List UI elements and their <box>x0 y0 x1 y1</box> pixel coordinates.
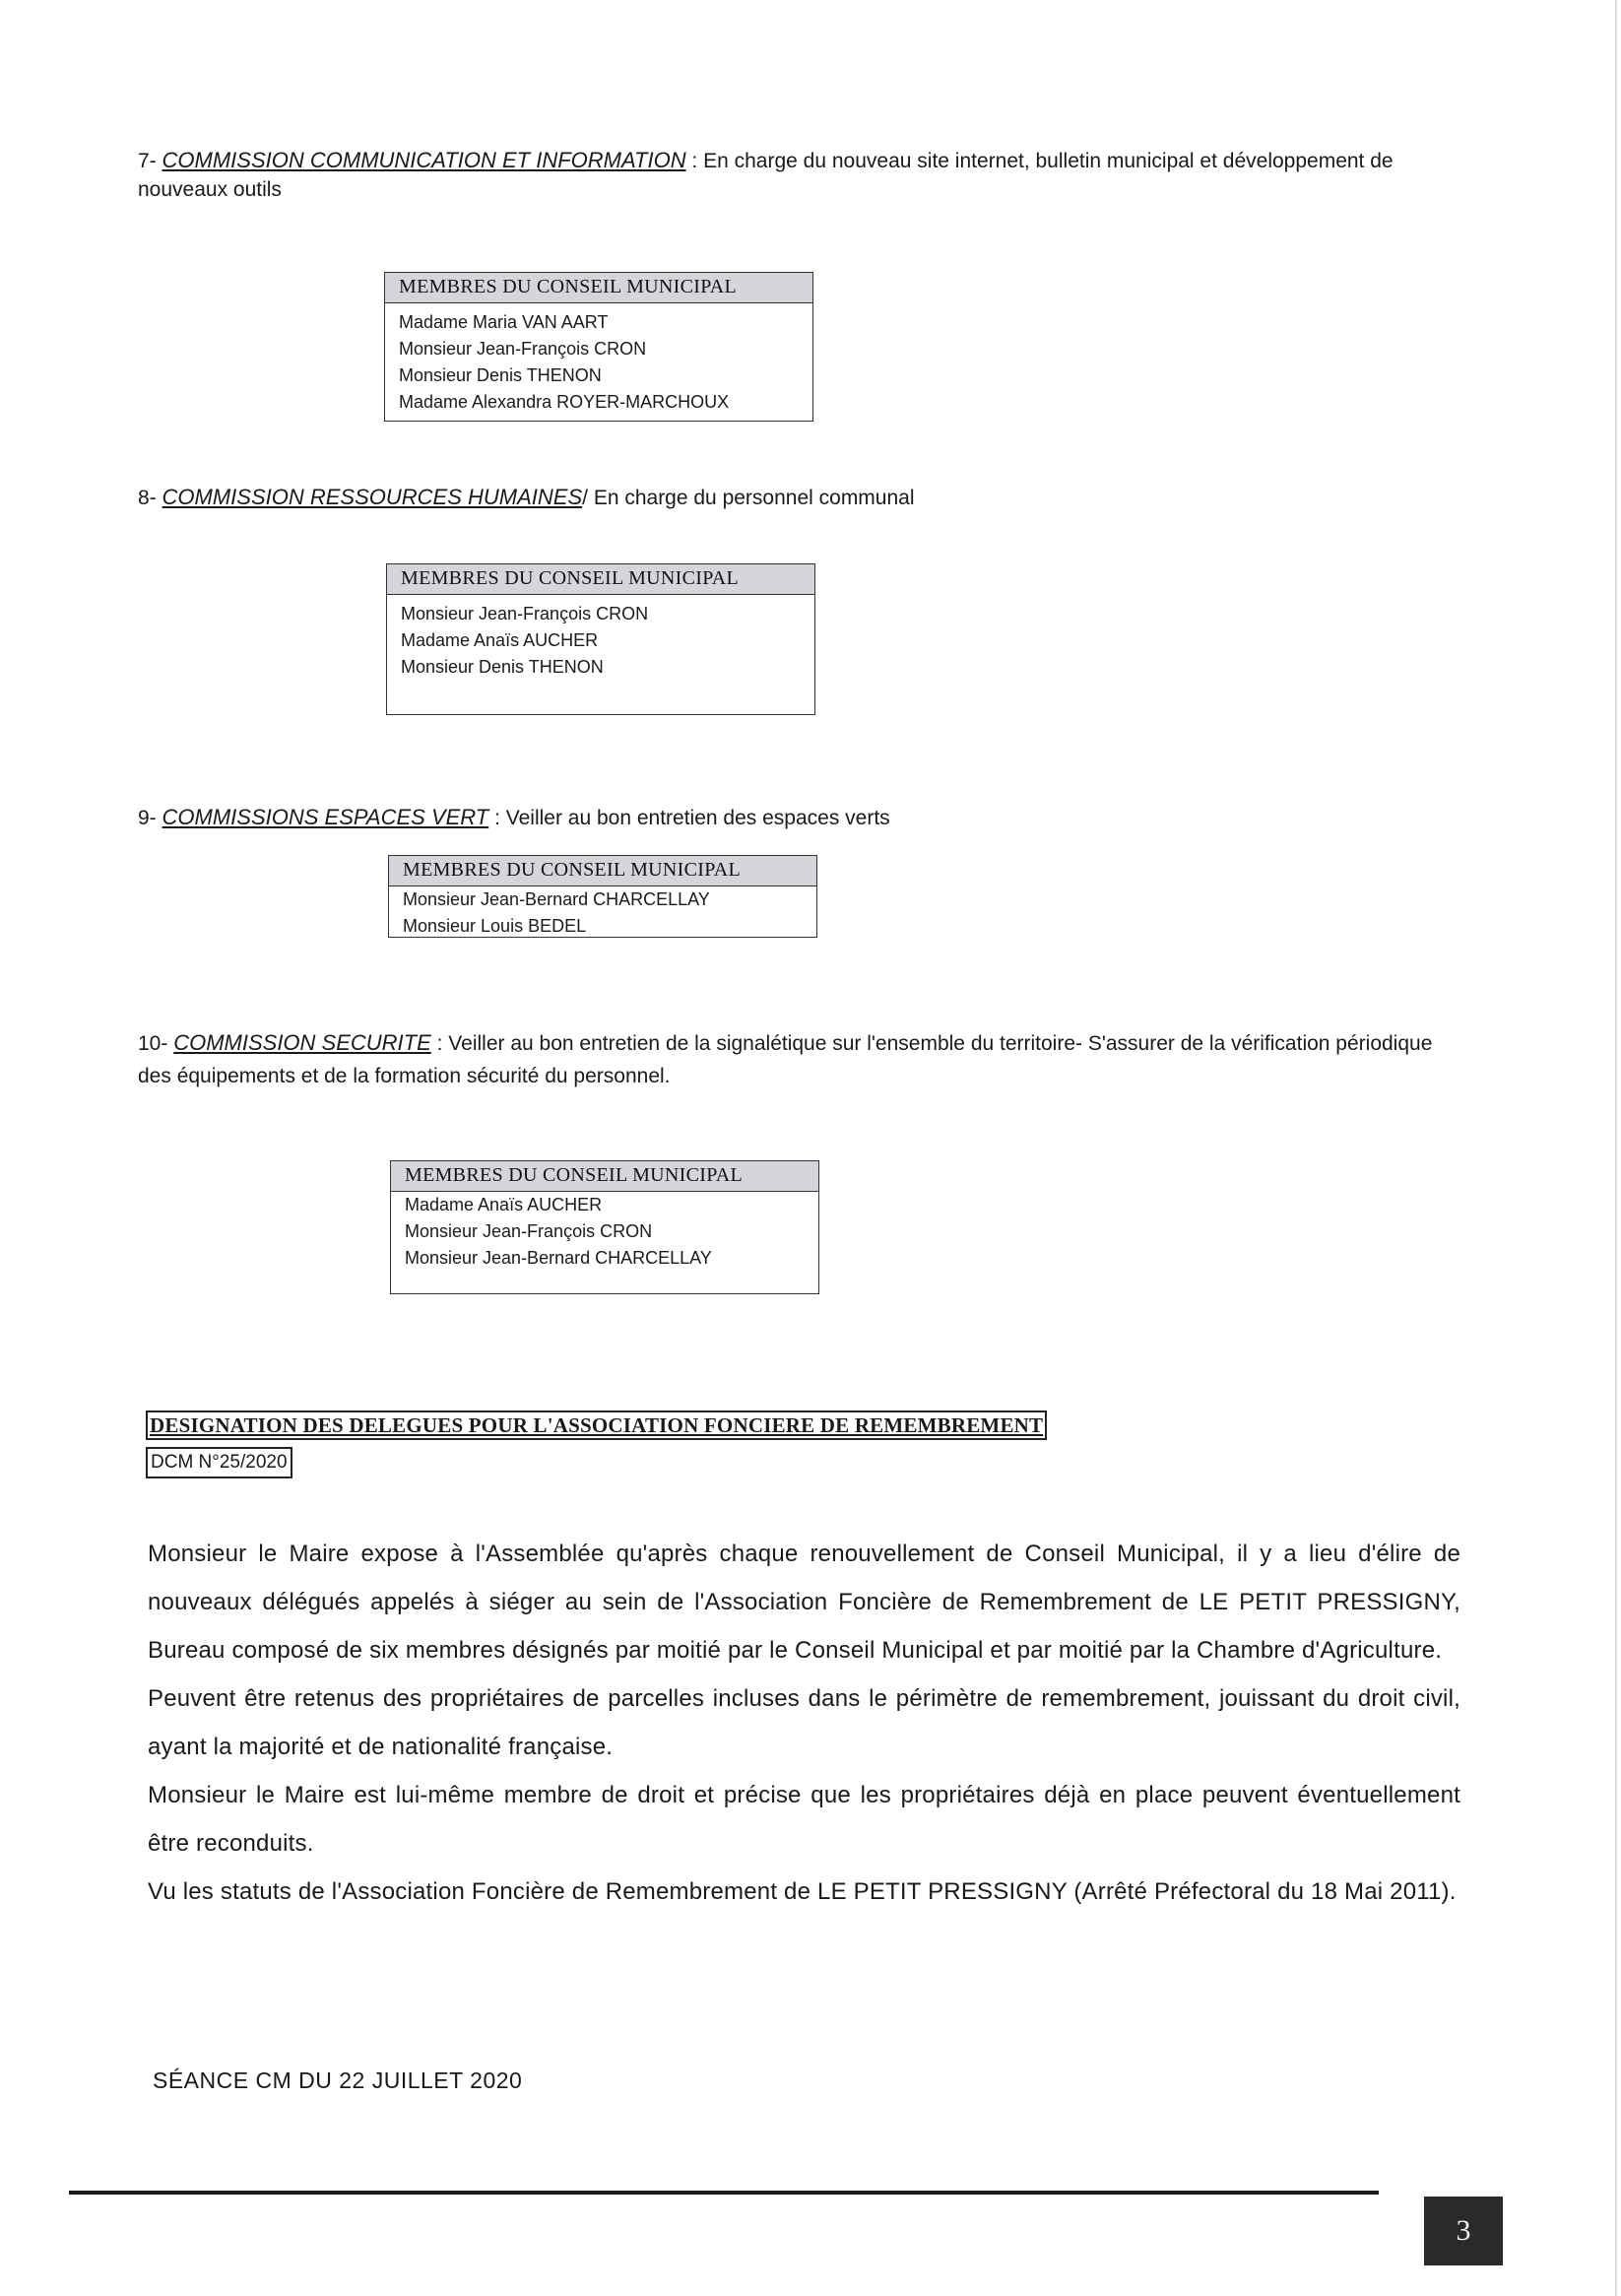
commission-title: COMMISSION SECURITE <box>173 1030 431 1055</box>
deliberation-title: DESIGNATION DES DELEGUES POUR L'ASSOCIATION FONCIERE DE REMEMBREMENT <box>146 1410 1047 1440</box>
members-list <box>387 595 814 681</box>
member-item: Monsieur Jean-Bernard CHARCELLAY <box>405 1248 712 1268</box>
commission-7-members-table <box>384 272 813 422</box>
members-header: MEMBRES DU CONSEIL MUNICIPAL <box>389 856 816 886</box>
commission-separator: : <box>685 150 704 172</box>
commission-10-heading <box>138 1026 1458 1092</box>
members-header: MEMBRES DU CONSEIL MUNICIPAL <box>387 564 814 595</box>
commission-number: 8- <box>138 487 157 509</box>
page-number: 3 <box>1424 2197 1503 2265</box>
commission-description: Veiller au bon entretien des espaces verts <box>505 807 890 829</box>
member-item: Monsieur Jean-François CRON <box>399 339 647 359</box>
member-item: Madame Alexandra ROYER-MARCHOUX <box>399 392 730 412</box>
member-item: Madame Anaïs AUCHER <box>401 630 599 650</box>
commission-8-members-table <box>386 563 815 715</box>
members-list <box>389 886 816 940</box>
commission-separator: : <box>430 1032 449 1055</box>
member-item: Madame Maria VAN AART <box>399 312 609 332</box>
commission-description: En charge du personnel communal <box>593 487 915 509</box>
page-edge <box>1615 0 1617 2296</box>
member-item: Monsieur Louis BEDEL <box>403 916 587 936</box>
body-paragraph: Vu les statuts de l'Association Foncière de Remembrement de LE PETIT PRESSIGNY (Arrêté Préfectoral du 18 Mai 2011). <box>148 1878 1457 1905</box>
body-paragraph: Monsieur le Maire est lui-même membre de droit et précise que les propriétaires déjà en place peuvent éventuellement être reconduits. <box>148 1782 1460 1857</box>
commission-7-heading <box>138 146 1458 204</box>
commission-separator: : <box>488 807 506 829</box>
body-paragraph: Monsieur le Maire expose à l'Assemblée qu'après chaque renouvellement de Conseil Municipal, il y a lieu d'élire de nouveaux délégués appelés à siéger au sein de l'Association Foncière de Remembrement de LE PETIT PRESSIGNY, Bureau composé de six membres désignés par moitié par le Conseil Municipal et par moitié par la Chambre d'Agriculture. <box>148 1541 1460 1664</box>
commission-title: COMMISSION RESSOURCES HUMAINES <box>162 485 583 509</box>
commission-number: 7- <box>138 150 157 172</box>
commission-title: COMMISSIONS ESPACES VERT <box>162 805 489 829</box>
footer-divider <box>69 2191 1379 2195</box>
commission-separator: / <box>582 487 594 509</box>
member-item: Madame Anaïs AUCHER <box>405 1195 603 1214</box>
commission-number: 9- <box>138 807 157 829</box>
body-paragraph: Peuvent être retenus des propriétaires de parcelles incluses dans le périmètre de remembrement, jouissant du droit civil, ayant la majorité et de nationalité française. <box>148 1685 1460 1760</box>
deliberation-number: DCM N°25/2020 <box>146 1447 292 1478</box>
commission-description: Veiller au bon entretien de la signalétique sur l'ensemble du territoire- S'assurer de la vérification périodique des équipements et de la formation sécurité du personnel. <box>138 1032 1433 1087</box>
deliberation-body <box>148 1530 1460 1916</box>
member-item: Monsieur Denis THENON <box>401 657 604 677</box>
member-item: Monsieur Jean-Bernard CHARCELLAY <box>403 889 710 909</box>
commission-8-heading <box>138 483 1458 512</box>
members-list <box>391 1192 818 1272</box>
commission-9-heading <box>138 803 1458 832</box>
session-footer: SÉANCE CM DU 22 JUILLET 2020 <box>153 2067 523 2093</box>
commission-title: COMMISSION COMMUNICATION ET INFORMATION <box>162 148 686 172</box>
members-header: MEMBRES DU CONSEIL MUNICIPAL <box>391 1161 818 1192</box>
members-header: MEMBRES DU CONSEIL MUNICIPAL <box>385 273 812 303</box>
member-item: Monsieur Jean-François CRON <box>405 1221 653 1241</box>
commission-9-members-table <box>388 855 817 938</box>
commission-description: En charge du nouveau site internet, bulletin municipal et développement de nouveaux outils <box>138 150 1394 201</box>
commission-10-members-table <box>390 1160 819 1294</box>
member-item: Monsieur Jean-François CRON <box>401 604 649 623</box>
member-item: Monsieur Denis THENON <box>399 365 602 385</box>
members-list <box>385 303 812 416</box>
commission-number: 10- <box>138 1032 168 1055</box>
